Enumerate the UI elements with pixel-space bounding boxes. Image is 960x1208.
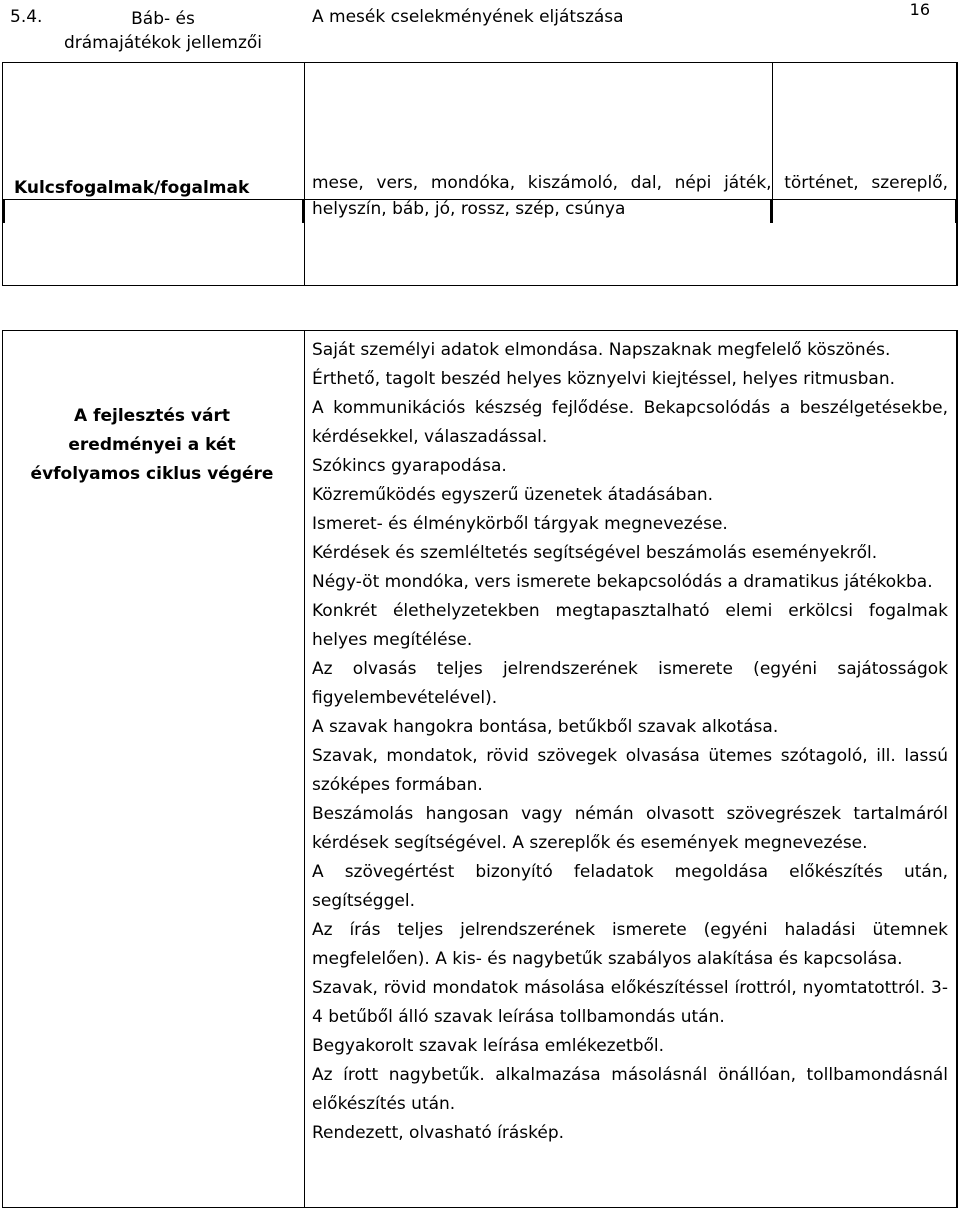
section-title-line: Báb- és bbox=[131, 9, 195, 29]
section-number: 5.4. bbox=[10, 7, 43, 27]
list-item: Saját személyi adatok elmondása. Napszaknak megfelelő köszönés. bbox=[312, 340, 891, 360]
section-topic: A mesék cselekményének eljátszása bbox=[312, 7, 624, 27]
table-border bbox=[2, 63, 3, 285]
list-item: A kommunikációs készség fejlődése. Bekapcsolódás a beszélgetésekbe, kérdésekkel, válaszadással. bbox=[312, 398, 948, 447]
section-title-line: drámajátékok jellemzői bbox=[63, 33, 263, 53]
results-label bbox=[8, 402, 296, 489]
list-item: Az írás teljes jelrendszerének ismerete (egyéni haladási ütemnek megfelelően). A kis- és nagybetűk szabályos alakítása és kapcsolása. bbox=[312, 920, 948, 969]
results-list bbox=[312, 336, 948, 1148]
list-item: Ismeret- és élménykörből tárgyak megnevezése. bbox=[312, 514, 728, 534]
results-label-line: eredményei a két bbox=[68, 435, 236, 455]
list-item: Beszámolás hangosan vagy némán olvasott szövegrészek tartalmáról kérdések segítségével. A szereplők és események megnevezése. bbox=[312, 804, 948, 853]
list-item: A szavak hangokra bontása, betűkből szavak alkotása. bbox=[312, 717, 779, 737]
list-item: Kérdések és szemléltetés segítségével beszámolás eseményekről. bbox=[312, 543, 878, 563]
table-border bbox=[956, 331, 958, 1207]
section-title bbox=[32, 7, 294, 55]
results-label-line: évfolyamos ciklus végére bbox=[30, 464, 274, 484]
list-item: Begyakorolt szavak leírása emlékezetből. bbox=[312, 1036, 665, 1056]
list-item: Négy-öt mondóka, vers ismerete bekapcsolódás a dramatikus játékokba. bbox=[312, 572, 933, 592]
table-border bbox=[304, 63, 305, 285]
list-item: A szövegértést bizonyító feladatok megoldása előkészítés után, segítséggel. bbox=[312, 862, 948, 911]
keywords-text: mese, vers, mondóka, kiszámoló, dal, népi játék, történet, szereplő, helyszín, báb, jó, rossz, szép, csúnya bbox=[312, 173, 948, 219]
table-border bbox=[2, 331, 3, 1207]
list-item: Rendezett, olvasható íráskép. bbox=[312, 1123, 565, 1143]
list-item: Szavak, mondatok, rövid szövegek olvasása ütemes szótagoló, ill. lassú szóképes formában. bbox=[312, 746, 948, 795]
table-border bbox=[955, 199, 958, 223]
list-item: Konkrét élethelyzetekben megtapasztalható elemi erkölcsi fogalmak helyes megítélése. bbox=[312, 601, 948, 650]
table-border bbox=[304, 331, 305, 1207]
keywords-label: Kulcsfogalmak/fogalmak bbox=[14, 178, 250, 198]
list-item: Az írott nagybetűk. alkalmazása másolásnál önállóan, tollbamondásnál előkészítés után. bbox=[312, 1065, 948, 1114]
list-item: Szavak, rövid mondatok másolása előkészítéssel írottról, nyomtatottról. 3-4 betűből álló szavak leírása tollbamondás után. bbox=[312, 978, 948, 1027]
list-item: Az olvasás teljes jelrendszerének ismerete (egyéni sajátosságok figyelembevételével). bbox=[312, 659, 948, 708]
list-item: Szókincs gyarapodása. bbox=[312, 456, 507, 476]
results-label-line: A fejlesztés várt bbox=[74, 406, 230, 426]
list-item: Közreműködés egyszerű üzenetek átadásában. bbox=[312, 485, 714, 505]
table-border bbox=[956, 63, 958, 285]
table-border bbox=[302, 199, 305, 223]
list-item: Érthető, tagolt beszéd helyes köznyelvi kiejtéssel, helyes ritmusban. bbox=[312, 369, 896, 389]
page-number: 16 bbox=[909, 0, 930, 19]
table-border bbox=[2, 199, 5, 223]
